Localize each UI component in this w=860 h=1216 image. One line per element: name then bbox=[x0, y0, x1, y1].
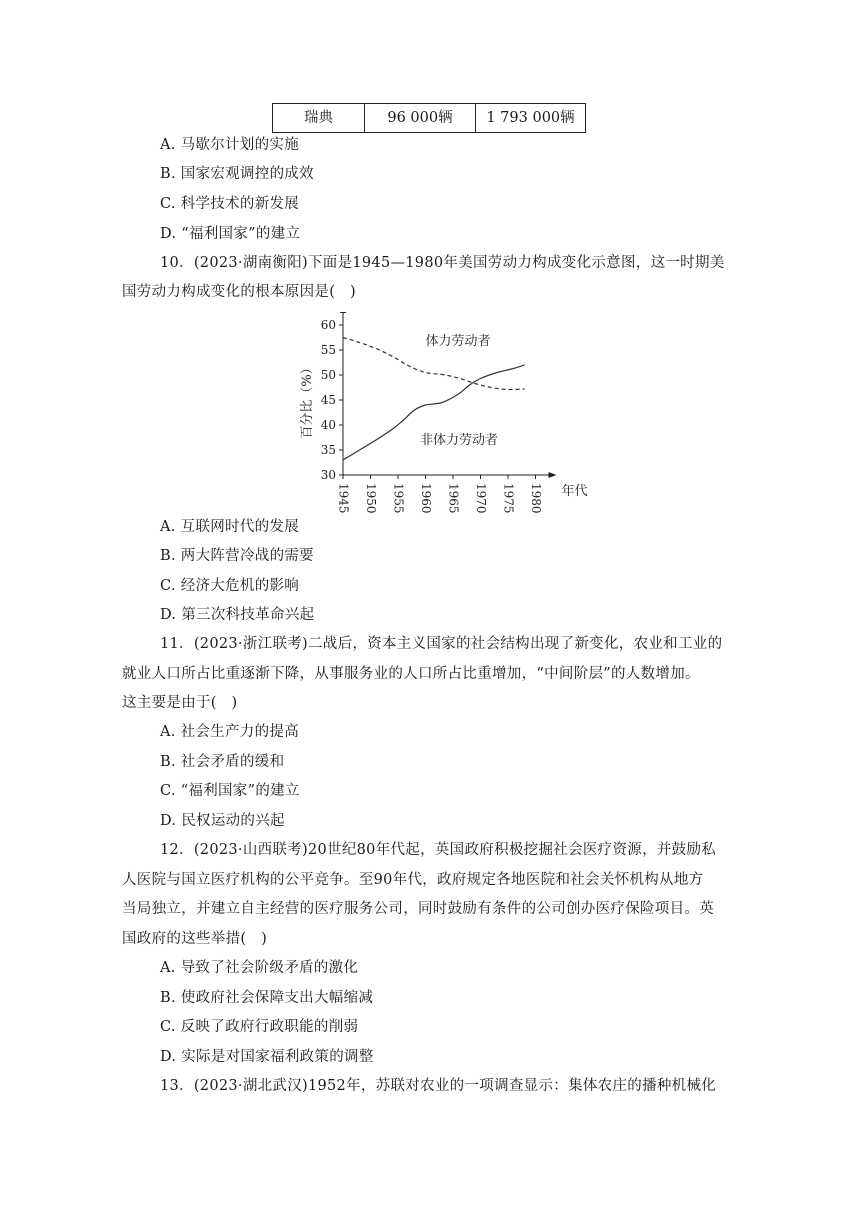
y-tick-label: 30 bbox=[320, 468, 336, 482]
q11-option-b: B. 社会矛盾的缓和 bbox=[160, 754, 285, 770]
q12-option-d: D. 实际是对国家福利政策的调整 bbox=[160, 1049, 374, 1065]
q11-option-a: A. 社会生产力的提高 bbox=[160, 724, 299, 740]
y-tick-label: 55 bbox=[320, 343, 336, 357]
series-label-nonmanual-workers: 非体力劳动者 bbox=[420, 433, 499, 448]
y-tick-label: 60 bbox=[320, 318, 336, 332]
x-tick-label: 1965 bbox=[446, 483, 461, 514]
q9-option-c: C. 科学技术的新发展 bbox=[160, 196, 300, 212]
q10-stem-line-1: 10．(2023·湖南衡阳)下面是1945—1980年美国劳动力构成变化示意图，这一时期美 bbox=[160, 255, 725, 271]
series-label-manual-workers: 体力劳动者 bbox=[425, 334, 491, 349]
q10-stem-line-2: 国劳动力构成变化的根本原因是( ) bbox=[122, 284, 356, 300]
x-tick-label: 1955 bbox=[391, 483, 406, 514]
q12-stem-line-2: 人医院与国立医疗机构的公平竞争。至90年代，政府规定各地医院和社会关怀机构从地方 bbox=[122, 872, 704, 888]
q10-option-a: A. 互联网时代的发展 bbox=[160, 519, 299, 535]
labor-chart bbox=[295, 312, 595, 517]
q9-option-a: A. 马歇尔计划的实施 bbox=[160, 137, 299, 153]
q9-option-d: D. “福利国家”的建立 bbox=[160, 226, 301, 242]
q12-stem-line-1: 12．(2023·山西联考)20世纪80年代起，英国政府积极挖掘社会医疗资源，并鼓励私 bbox=[160, 842, 717, 858]
q12-stem-line-3: 当局独立，并建立自主经营的医疗服务公司，同时鼓励有条件的公司创办医疗保险项目。英 bbox=[122, 901, 714, 917]
q12-option-a: A. 导致了社会阶级矛盾的激化 bbox=[160, 960, 359, 976]
table-cell-value-1: 96 000辆 bbox=[365, 104, 476, 133]
y-tick-label: 40 bbox=[320, 418, 336, 432]
x-tick-label: 1945 bbox=[336, 483, 351, 514]
vehicle-table bbox=[272, 103, 586, 133]
q10-option-d: D. 第三次科技革命兴起 bbox=[160, 607, 315, 623]
q12-stem-line-4: 国政府的这些举措( ) bbox=[122, 931, 268, 947]
q12-option-b: B. 使政府社会保障支出大幅缩减 bbox=[160, 990, 374, 1006]
x-tick-label: 1950 bbox=[364, 483, 378, 514]
q10-option-b: B. 两大阵营冷战的需要 bbox=[160, 548, 314, 564]
y-tick-label: 50 bbox=[320, 368, 336, 382]
q12-option-c: C. 反映了政府行政职能的削弱 bbox=[160, 1019, 359, 1035]
x-tick-label: 1970 bbox=[474, 483, 488, 514]
x-axis-arrow bbox=[549, 472, 557, 478]
q11-stem-line-1: 11．(2023·浙江联考)二战后，资本主义国家的社会结构出现了新变化，农业和工业的 bbox=[160, 636, 723, 652]
x-tick-label: 1975 bbox=[501, 483, 516, 514]
q11-stem-line-3: 这主要是由于( ) bbox=[122, 695, 238, 711]
q9-option-b: B. 国家宏观调控的成效 bbox=[160, 166, 314, 182]
q11-stem-line-2: 就业人口所占比重逐渐下降，从事服务业的人口所占比重增加，“中间阶层”的人数增加。 bbox=[122, 666, 700, 682]
q13-stem-line-1: 13．(2023·湖北武汉)1952年，苏联对农业的一项调查显示：集体农庄的播种机械化 bbox=[160, 1078, 717, 1094]
table-cell-country: 瑞典 bbox=[273, 104, 365, 133]
q11-option-d: D. 民权运动的兴起 bbox=[160, 813, 285, 829]
y-tick-label: 45 bbox=[320, 393, 336, 407]
x-tick-label: 1960 bbox=[419, 483, 433, 514]
table-cell-value-2: 1 793 000辆 bbox=[476, 104, 586, 133]
x-axis-label: 年代 bbox=[561, 484, 588, 499]
table-row bbox=[273, 104, 586, 133]
q10-option-c: C. 经济大危机的影响 bbox=[160, 578, 300, 594]
x-tick-label: 1980 bbox=[529, 483, 543, 514]
y-axis-arrow bbox=[340, 312, 346, 313]
y-tick-label: 35 bbox=[320, 443, 336, 457]
y-axis-label: 百分比（%） bbox=[300, 361, 315, 439]
q11-option-c: C. “福利国家”的建立 bbox=[160, 783, 300, 799]
